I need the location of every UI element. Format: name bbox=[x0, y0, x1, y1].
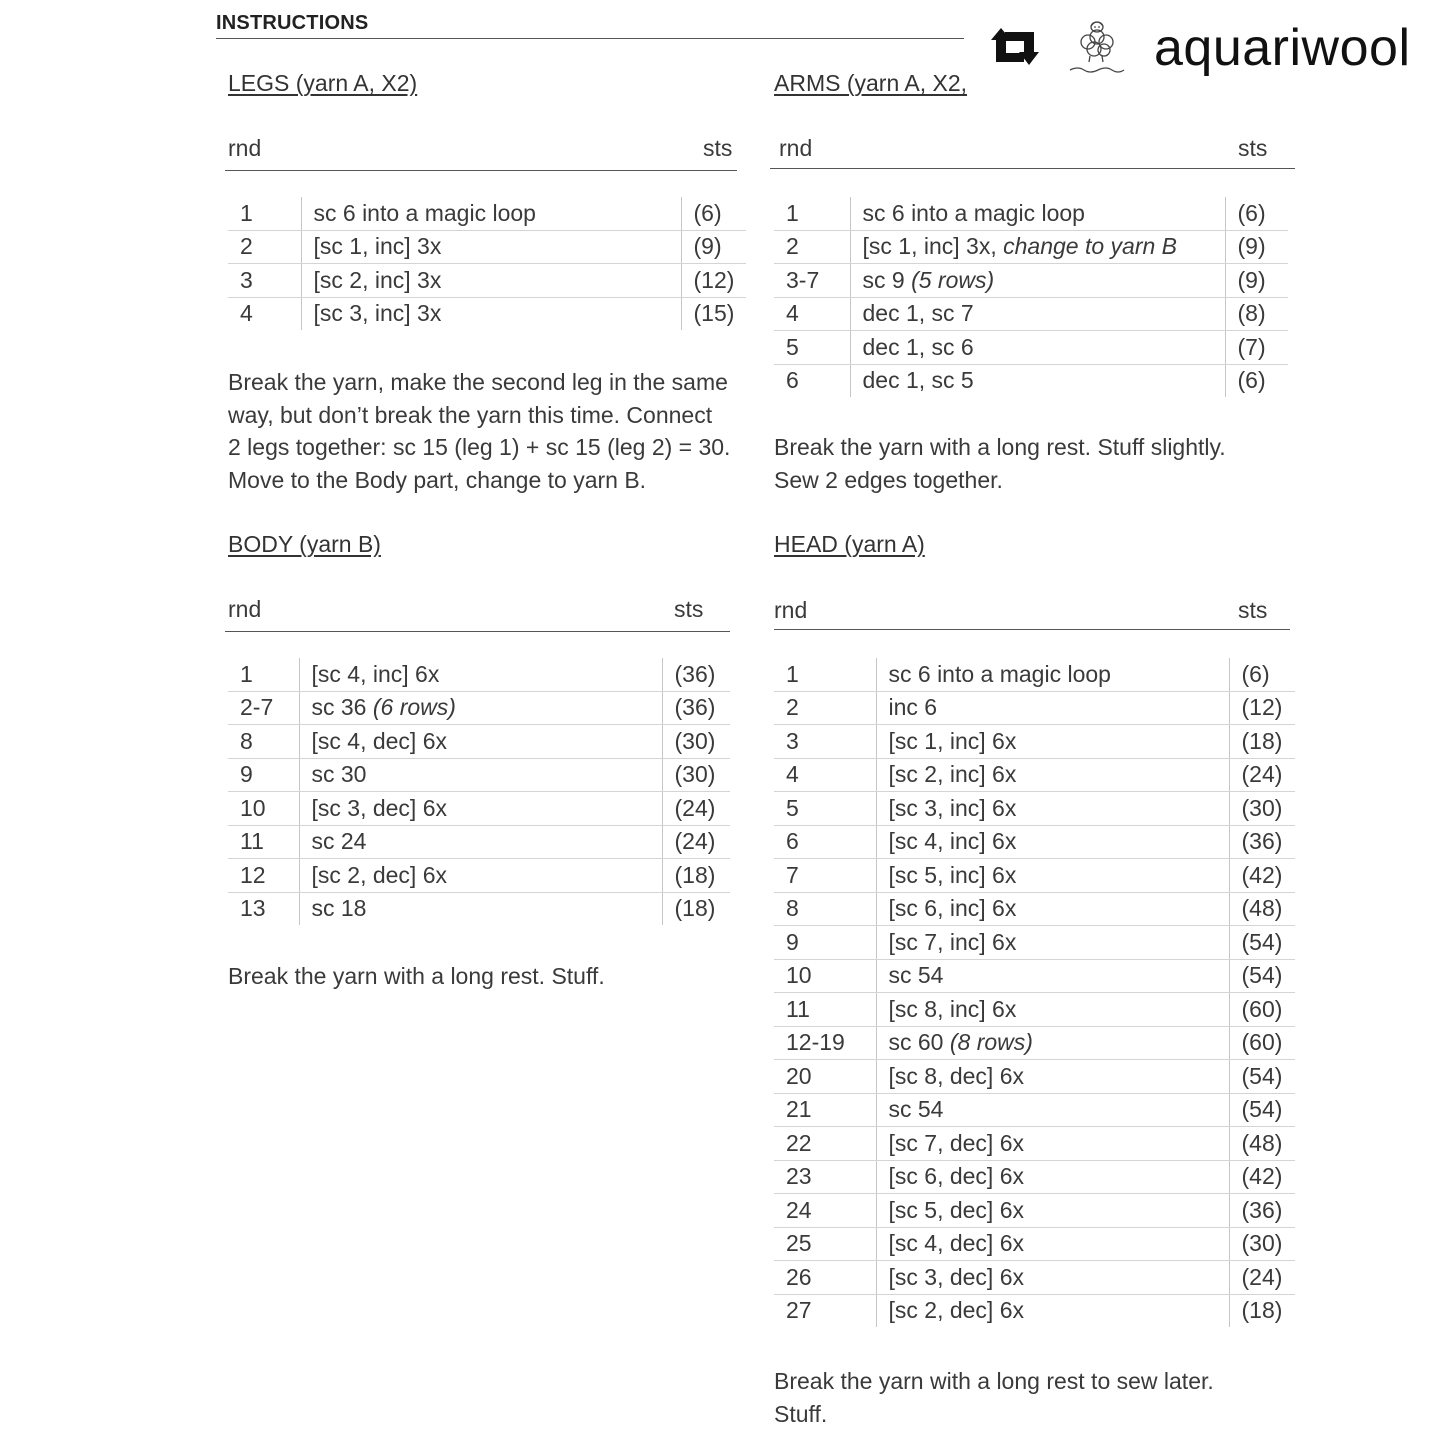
instruction-text: dec 1, sc 6 bbox=[862, 333, 974, 360]
round-number: 2-7 bbox=[228, 691, 299, 725]
round-number: 11 bbox=[774, 993, 876, 1027]
instruction-text: [sc 1, inc] 3x, bbox=[862, 233, 1004, 260]
round-number: 25 bbox=[774, 1227, 876, 1261]
table-row bbox=[228, 230, 746, 264]
round-number: 1 bbox=[228, 658, 299, 691]
stitch-count: (18) bbox=[662, 859, 730, 893]
table-row bbox=[774, 926, 1295, 960]
round-number: 2 bbox=[774, 230, 850, 264]
stitch-instruction bbox=[850, 364, 1225, 397]
stitch-count: (12) bbox=[681, 264, 746, 298]
instruction-text: sc 36 bbox=[311, 694, 373, 721]
stitch-count: (30) bbox=[1229, 792, 1295, 826]
body-header-rule bbox=[225, 631, 730, 632]
table-row bbox=[774, 959, 1295, 993]
table-row bbox=[774, 691, 1295, 725]
head-col-sts: sts bbox=[1238, 597, 1268, 623]
instruction-text: sc 6 into a magic loop bbox=[862, 199, 1085, 226]
instruction-text: [sc 3, dec] 6x bbox=[311, 794, 448, 821]
stitch-count: (6) bbox=[1225, 364, 1288, 397]
round-number: 7 bbox=[774, 859, 876, 893]
stitch-instruction bbox=[876, 1026, 1229, 1060]
stitch-count: (9) bbox=[1225, 264, 1288, 298]
table-row bbox=[774, 1093, 1295, 1127]
instruction-note: (6 rows) bbox=[372, 694, 456, 721]
table-row bbox=[228, 792, 730, 826]
table-row bbox=[774, 859, 1295, 893]
stitch-count: (24) bbox=[662, 825, 730, 859]
instruction-text: [sc 7, dec] 6x bbox=[888, 1129, 1025, 1156]
stitch-instruction bbox=[876, 1093, 1229, 1127]
instruction-note: (5 rows) bbox=[911, 266, 995, 293]
legs-note-line: 2 legs together: sc 15 (leg 1) + sc 15 (leg 2) = 30. bbox=[228, 434, 731, 460]
round-number: 6 bbox=[786, 367, 799, 394]
round-number: 4 bbox=[240, 300, 253, 327]
stitch-instruction bbox=[301, 230, 681, 264]
instruction-text: [sc 2, inc] 3x bbox=[313, 266, 442, 293]
head-note bbox=[774, 1365, 1214, 1430]
stitch-instruction bbox=[876, 1194, 1229, 1228]
stitch-instruction bbox=[299, 892, 662, 925]
stitch-count: (18) bbox=[1229, 1294, 1295, 1327]
stitch-count: (9) bbox=[1225, 230, 1288, 264]
stitch-instruction bbox=[299, 825, 662, 859]
sheep-logo[interactable] bbox=[1064, 16, 1130, 78]
legs-table bbox=[228, 197, 746, 330]
arms-header-rule bbox=[770, 168, 1295, 169]
table-row bbox=[228, 197, 746, 230]
round-number: 6 bbox=[774, 825, 876, 859]
stitch-instruction bbox=[299, 691, 662, 725]
instruction-text: [sc 4, inc] 6x bbox=[311, 660, 440, 687]
instruction-text: sc 54 bbox=[888, 1096, 944, 1123]
instruction-text: [sc 3, inc] 3x bbox=[313, 300, 442, 327]
head-note-line: Stuff. bbox=[774, 1400, 828, 1427]
round-number: 12 bbox=[228, 859, 299, 893]
legs-title: LEGS (yarn A, X2) bbox=[228, 70, 418, 96]
table-row bbox=[774, 825, 1295, 859]
round-number: 2 bbox=[228, 230, 301, 264]
stitch-count: (30) bbox=[662, 725, 730, 759]
stitch-count: (24) bbox=[1229, 758, 1295, 792]
table-row bbox=[228, 658, 730, 691]
stitch-instruction bbox=[850, 197, 1225, 230]
repost-icon[interactable] bbox=[985, 22, 1045, 72]
table-row bbox=[774, 1127, 1295, 1161]
stitch-count: (36) bbox=[1229, 1194, 1295, 1228]
stitch-count: (15) bbox=[681, 297, 746, 330]
instruction-text: [sc 4, dec] 6x bbox=[888, 1230, 1025, 1257]
legs-note bbox=[228, 366, 730, 496]
table-row bbox=[774, 725, 1295, 759]
legs-note-line: Break the yarn, make the second leg in the same bbox=[228, 369, 728, 395]
round-number: 26 bbox=[774, 1261, 876, 1295]
instruction-text: [sc 6, inc] 6x bbox=[888, 895, 1017, 922]
round-number: 5 bbox=[774, 331, 850, 365]
stitch-count: (24) bbox=[662, 792, 730, 826]
stitch-count: (54) bbox=[1229, 1093, 1295, 1127]
stitch-instruction bbox=[301, 197, 681, 230]
instruction-text: [sc 2, dec] 6x bbox=[888, 1297, 1025, 1324]
table-row bbox=[774, 1227, 1295, 1261]
table-row bbox=[228, 297, 746, 330]
table-row bbox=[228, 725, 730, 759]
round-number: 2 bbox=[774, 691, 876, 725]
round-number: 21 bbox=[774, 1093, 876, 1127]
stitch-instruction bbox=[301, 264, 681, 298]
round-number: 13 bbox=[240, 895, 266, 922]
stitch-count: (6) bbox=[681, 197, 746, 230]
stitch-count: (60) bbox=[1229, 993, 1295, 1027]
instruction-text: [sc 2, dec] 6x bbox=[311, 861, 448, 888]
instruction-text: sc 60 bbox=[888, 1029, 950, 1056]
table-row bbox=[774, 264, 1288, 298]
table-row bbox=[774, 758, 1295, 792]
round-number: 9 bbox=[774, 926, 876, 960]
arms-note bbox=[774, 431, 1226, 496]
round-number: 4 bbox=[774, 758, 876, 792]
round-number: 3-7 bbox=[774, 264, 850, 298]
stitch-instruction bbox=[876, 1227, 1229, 1261]
stitch-count: (7) bbox=[1225, 331, 1288, 365]
round-number: 8 bbox=[228, 725, 299, 759]
stitch-count: (8) bbox=[1225, 297, 1288, 331]
stitch-instruction bbox=[876, 1060, 1229, 1094]
stitch-instruction bbox=[850, 331, 1225, 365]
table-row bbox=[774, 993, 1295, 1027]
head-header-rule bbox=[774, 629, 1290, 630]
round-number: 20 bbox=[774, 1060, 876, 1094]
arms-col-sts: sts bbox=[1238, 135, 1268, 161]
stitch-count: (30) bbox=[1229, 1227, 1295, 1261]
table-row bbox=[774, 892, 1295, 926]
stitch-instruction bbox=[850, 297, 1225, 331]
stitch-count: (6) bbox=[1229, 658, 1295, 691]
stitch-instruction bbox=[850, 230, 1225, 264]
body-note bbox=[228, 960, 605, 993]
round-number: 8 bbox=[774, 892, 876, 926]
table-row bbox=[228, 758, 730, 792]
stitch-instruction bbox=[876, 758, 1229, 792]
instruction-text: [sc 6, dec] 6x bbox=[888, 1163, 1025, 1190]
instruction-text: [sc 2, inc] 6x bbox=[888, 761, 1017, 788]
table-row bbox=[774, 364, 1288, 397]
stitch-instruction bbox=[876, 959, 1229, 993]
stitch-count: (30) bbox=[662, 758, 730, 792]
stitch-instruction bbox=[876, 792, 1229, 826]
table-row bbox=[774, 230, 1288, 264]
instruction-text: sc 24 bbox=[311, 828, 367, 855]
stitch-count: (54) bbox=[1229, 959, 1295, 993]
stitch-count: (60) bbox=[1229, 1026, 1295, 1060]
table-row bbox=[774, 1294, 1295, 1327]
body-col-rnd: rnd bbox=[228, 596, 262, 622]
stitch-instruction bbox=[876, 892, 1229, 926]
body-col-sts: sts bbox=[674, 596, 704, 622]
round-number: 5 bbox=[774, 792, 876, 826]
body-title: BODY (yarn B) bbox=[228, 531, 381, 557]
head-col-rnd: rnd bbox=[774, 597, 808, 623]
legs-col-sts: sts bbox=[703, 135, 733, 161]
round-number: 9 bbox=[228, 758, 299, 792]
instruction-text: sc 18 bbox=[311, 895, 367, 922]
stitch-instruction bbox=[299, 758, 662, 792]
round-number: 11 bbox=[228, 825, 299, 859]
instruction-text: sc 6 into a magic loop bbox=[313, 199, 536, 226]
instruction-text: inc 6 bbox=[888, 694, 938, 721]
round-number: 22 bbox=[774, 1127, 876, 1161]
arms-title: ARMS (yarn A, X2, bbox=[774, 70, 968, 96]
instruction-note: (8 rows) bbox=[949, 1029, 1033, 1056]
round-number: 1 bbox=[228, 197, 301, 230]
stitch-instruction bbox=[301, 297, 681, 330]
stitch-count: (24) bbox=[1229, 1261, 1295, 1295]
stitch-instruction bbox=[876, 1261, 1229, 1295]
arms-note-line: Sew 2 edges together. bbox=[774, 466, 1003, 493]
instruction-text: sc 9 bbox=[862, 266, 912, 293]
stitch-instruction bbox=[876, 926, 1229, 960]
stitch-instruction bbox=[299, 859, 662, 893]
instruction-text: dec 1, sc 5 bbox=[862, 367, 974, 394]
table-row bbox=[774, 1060, 1295, 1094]
table-row bbox=[774, 197, 1288, 230]
instruction-text: [sc 7, inc] 6x bbox=[888, 928, 1017, 955]
instruction-text: dec 1, sc 7 bbox=[862, 300, 974, 327]
stitch-instruction bbox=[876, 1160, 1229, 1194]
arms-col-rnd: rnd bbox=[779, 135, 813, 161]
document-title: INSTRUCTIONS bbox=[216, 12, 369, 34]
stitch-instruction bbox=[876, 1127, 1229, 1161]
round-number: 23 bbox=[774, 1160, 876, 1194]
stitch-count: (48) bbox=[1229, 1127, 1295, 1161]
legs-col-rnd: rnd bbox=[228, 135, 262, 161]
stitch-count: (42) bbox=[1229, 859, 1295, 893]
stitch-instruction bbox=[876, 859, 1229, 893]
stitch-count: (48) bbox=[1229, 892, 1295, 926]
stitch-count: (36) bbox=[1229, 825, 1295, 859]
legs-header-rule bbox=[225, 170, 737, 171]
round-number: 3 bbox=[228, 264, 301, 298]
arms-table bbox=[774, 197, 1288, 397]
table-row bbox=[774, 331, 1288, 365]
stitch-count: (36) bbox=[662, 691, 730, 725]
stitch-instruction bbox=[850, 264, 1225, 298]
table-row bbox=[774, 658, 1295, 691]
instruction-text: [sc 4, dec] 6x bbox=[311, 727, 448, 754]
table-row bbox=[774, 1194, 1295, 1228]
account-name[interactable]: aquariwool bbox=[1154, 19, 1411, 77]
instruction-text: [sc 8, dec] 6x bbox=[888, 1062, 1025, 1089]
table-row bbox=[774, 1160, 1295, 1194]
round-number: 3 bbox=[774, 725, 876, 759]
body-note-line: Break the yarn with a long rest. Stuff. bbox=[228, 963, 605, 989]
stitch-count: (18) bbox=[662, 892, 730, 925]
instruction-text: [sc 5, dec] 6x bbox=[888, 1196, 1025, 1223]
head-table bbox=[774, 658, 1295, 1327]
legs-note-line: Move to the Body part, change to yarn B. bbox=[228, 466, 647, 493]
stitch-instruction bbox=[876, 725, 1229, 759]
instruction-text: [sc 3, inc] 6x bbox=[888, 794, 1017, 821]
instruction-note: change to yarn B bbox=[1003, 233, 1178, 260]
stitch-instruction bbox=[876, 691, 1229, 725]
stitch-instruction bbox=[299, 725, 662, 759]
stitch-instruction bbox=[299, 658, 662, 691]
instruction-text: [sc 1, inc] 6x bbox=[888, 727, 1017, 754]
table-row bbox=[774, 1261, 1295, 1295]
instruction-text: [sc 3, dec] 6x bbox=[888, 1263, 1025, 1290]
stitch-instruction bbox=[876, 658, 1229, 691]
table-row bbox=[774, 792, 1295, 826]
stitch-instruction bbox=[876, 1294, 1229, 1327]
head-title: HEAD (yarn A) bbox=[774, 531, 925, 557]
table-row bbox=[228, 691, 730, 725]
round-number: 1 bbox=[774, 197, 850, 230]
table-row bbox=[774, 297, 1288, 331]
stitch-count: (12) bbox=[1229, 691, 1295, 725]
instruction-text: sc 6 into a magic loop bbox=[888, 660, 1111, 687]
head-note-line: Break the yarn with a long rest to sew later. bbox=[774, 1368, 1214, 1394]
arms-note-line: Break the yarn with a long rest. Stuff slightly. bbox=[774, 434, 1226, 460]
table-row bbox=[228, 859, 730, 893]
round-number: 10 bbox=[774, 959, 876, 993]
stitch-count: (54) bbox=[1229, 1060, 1295, 1094]
round-number: 1 bbox=[774, 658, 876, 691]
instruction-text: [sc 8, inc] 6x bbox=[888, 995, 1017, 1022]
stitch-count: (6) bbox=[1225, 197, 1288, 230]
table-row bbox=[228, 892, 730, 925]
stitch-instruction bbox=[876, 825, 1229, 859]
table-row bbox=[774, 1026, 1295, 1060]
instruction-text: [sc 5, inc] 6x bbox=[888, 861, 1017, 888]
title-divider bbox=[216, 38, 964, 39]
table-row bbox=[228, 264, 746, 298]
body-table bbox=[228, 658, 730, 925]
stitch-count: (9) bbox=[681, 230, 746, 264]
round-number: 12-19 bbox=[774, 1026, 876, 1060]
instruction-text: [sc 4, inc] 6x bbox=[888, 828, 1017, 855]
stitch-count: (54) bbox=[1229, 926, 1295, 960]
stitch-count: (18) bbox=[1229, 725, 1295, 759]
stitch-instruction bbox=[876, 993, 1229, 1027]
instruction-text: sc 30 bbox=[311, 761, 367, 788]
round-number: 27 bbox=[786, 1297, 812, 1324]
instruction-text: sc 54 bbox=[888, 962, 944, 989]
table-row bbox=[228, 825, 730, 859]
legs-note-line: way, but don’t break the yarn this time. Connect bbox=[228, 401, 713, 428]
round-number: 10 bbox=[228, 792, 299, 826]
round-number: 24 bbox=[774, 1194, 876, 1228]
stitch-instruction bbox=[299, 792, 662, 826]
stitch-count: (42) bbox=[1229, 1160, 1295, 1194]
stitch-count: (36) bbox=[662, 658, 730, 691]
instruction-text: [sc 1, inc] 3x bbox=[313, 233, 442, 260]
round-number: 4 bbox=[774, 297, 850, 331]
